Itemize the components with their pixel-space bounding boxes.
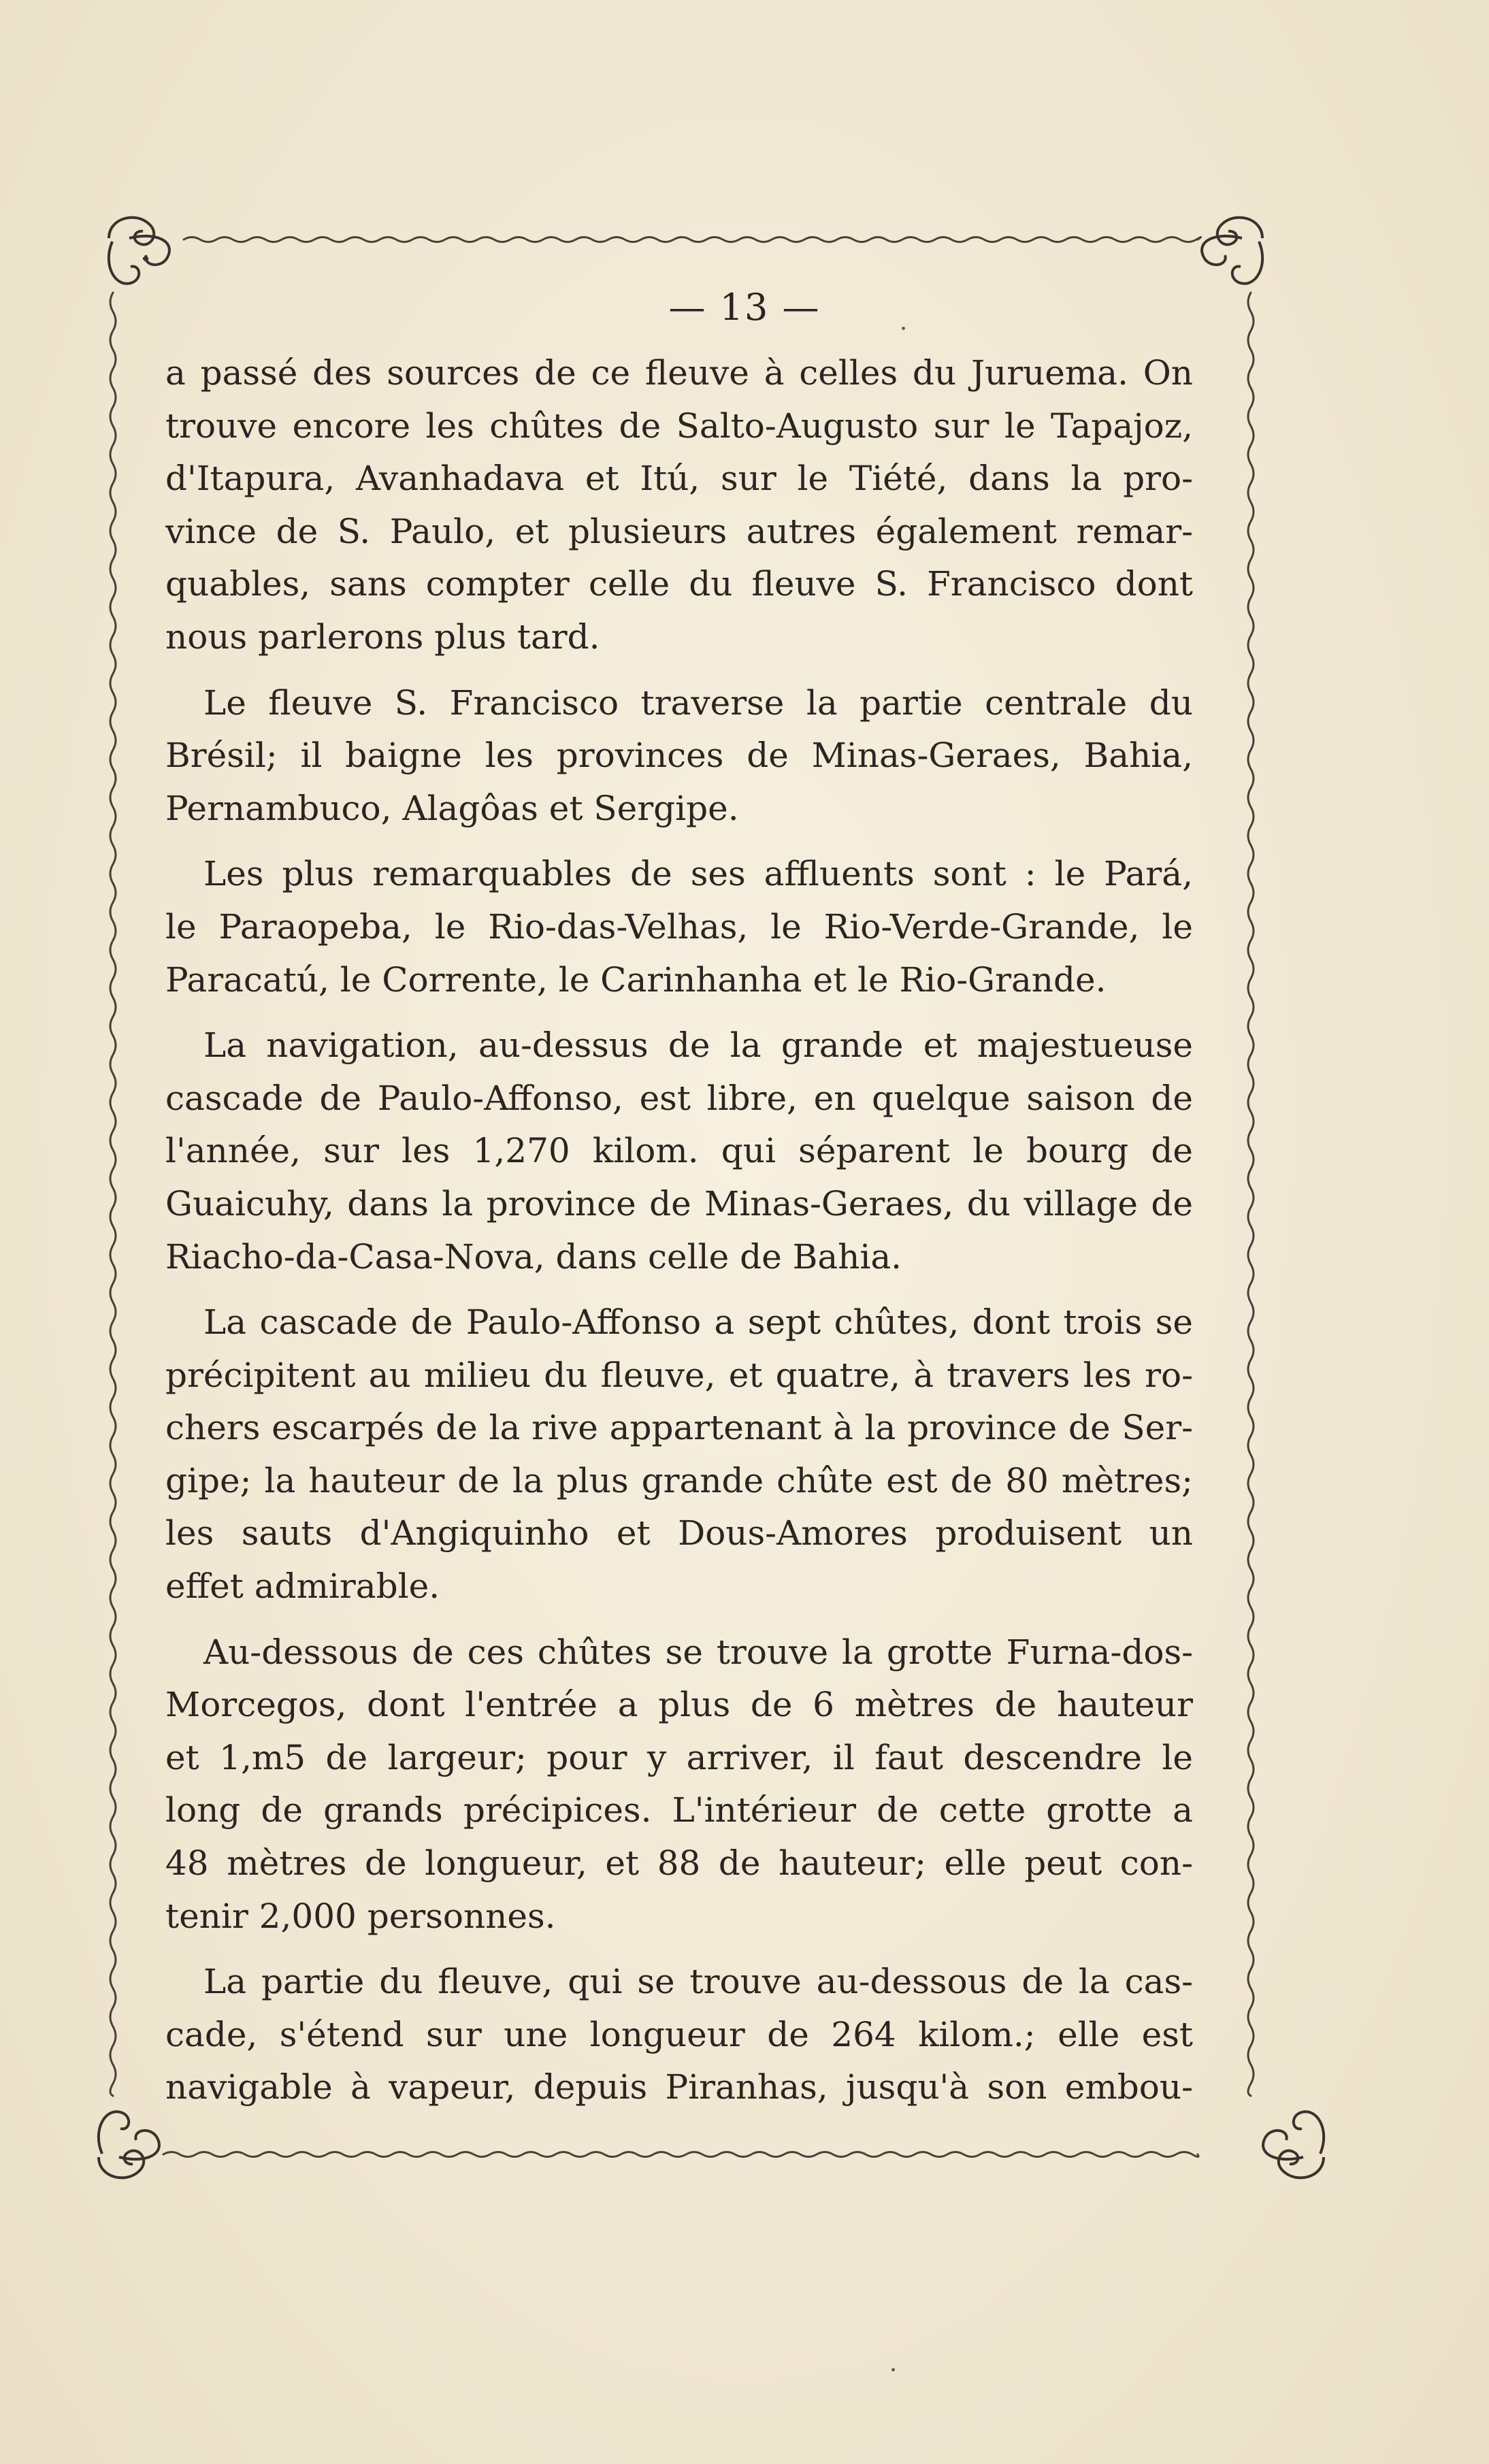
- left-border-line: [110, 293, 116, 2096]
- text-line: Paracatú, le Corrente, le Carinhanha et le Rio-Grande.: [165, 959, 1107, 1000]
- text-line: Le fleuve S. Francisco traverse la partie centrale du: [203, 683, 1193, 723]
- text-line: trouve encore les chûtes de Salto-Augusto sur le Tapajoz,: [165, 406, 1193, 446]
- text-line: cade, s'étend sur une longueur de 264 kilom.; elle est: [165, 2014, 1193, 2054]
- text-line: cascade de Paulo-Affonso, est libre, en quelque saison de: [165, 1078, 1193, 1118]
- text-line: Guaicuhy, dans la province de Minas-Geraes, du village de: [165, 1183, 1193, 1223]
- text-line: La partie du fleuve, qui se trouve au-dessous de la cas-: [203, 1962, 1193, 2002]
- paragraph: [165, 1019, 1193, 1283]
- text-line: d'Itapura, Avanhadava et Itú, sur le Tiété, dans la pro-: [165, 459, 1193, 499]
- paragraph: [165, 347, 1193, 664]
- text-line: Au-dessous de ces chûtes se trouve la grotte Furna-dos-: [203, 1632, 1193, 1672]
- page-number: — 13 —: [668, 286, 821, 329]
- text-line: les sauts d'Angiquinho et Dous-Amores produisent un: [165, 1513, 1193, 1554]
- text-line: La cascade de Paulo-Affonso a sept chûtes, dont trois se: [203, 1302, 1193, 1343]
- text-line: Pernambuco, Alagôas et Sergipe.: [165, 788, 739, 828]
- text-line: quables, sans compter celle du fleuve S. Francisco dont: [165, 564, 1193, 604]
- text-line: gipe; la hauteur de la plus grande chûte est de 80 mètres;: [165, 1460, 1193, 1500]
- text-line: et 1,m5 de largeur; pour y arriver, il faut descendre le: [165, 1737, 1193, 1777]
- paragraph: [165, 1296, 1193, 1613]
- paragraph: [165, 677, 1193, 836]
- paper-speck: [902, 327, 905, 330]
- text-line: nous parlerons plus tard.: [165, 617, 600, 657]
- paragraph: [165, 848, 1193, 1006]
- scroll-ornament-icon: [1263, 2112, 1324, 2178]
- bottom-border-line: [163, 2152, 1198, 2157]
- text-line: 48 mètres de longueur, et 88 de hauteur; elle peut con-: [165, 1843, 1193, 1884]
- text-line: précipitent au milieu du fleuve, et quatre, à travers les ro-: [165, 1355, 1193, 1395]
- text-line: a passé des sources de ce fleuve à celles du Juruema. On: [165, 353, 1193, 393]
- text-line: le Paraopeba, le Rio-das-Velhas, le Rio-Verde-Grande, le: [165, 906, 1193, 947]
- text-line: Les plus remarquables de ses affluents sont : le Pará,: [203, 854, 1193, 894]
- paragraph: [165, 1956, 1193, 2114]
- text-line: tenir 2,000 personnes.: [165, 1896, 556, 1936]
- scroll-ornament-icon: [99, 2112, 159, 2178]
- text-line: navigable à vapeur, depuis Piranhas, jusqu'à son embou-: [165, 2067, 1193, 2107]
- right-border-line: [1248, 293, 1254, 2096]
- scroll-ornament-icon: [109, 218, 169, 284]
- text-line: Brésil; il baigne les provinces de Minas-Geraes, Bahia,: [165, 736, 1193, 776]
- paragraph: [165, 1626, 1193, 1943]
- text-line: chers escarpés de la rive appartenant à la province de Ser-: [165, 1408, 1193, 1448]
- top-border-line: [184, 237, 1201, 242]
- text-line: l'année, sur les 1,270 kilom. qui séparent le bourg de: [165, 1131, 1193, 1171]
- text-line: Morcegos, dont l'entrée a plus de 6 mètres de hauteur: [165, 1685, 1193, 1725]
- text-line: effet admirable.: [165, 1566, 440, 1607]
- paper-speck: [891, 2368, 895, 2371]
- text-line: long de grands précipices. L'intérieur de cette grotte a: [165, 1790, 1193, 1830]
- scroll-ornament-icon: [1202, 218, 1262, 284]
- text-line: La navigation, au-dessus de la grande et majestueuse: [203, 1025, 1193, 1066]
- body-text: [165, 347, 1193, 2127]
- text-line: Riacho-da-Casa-Nova, dans celle de Bahia.: [165, 1236, 902, 1277]
- text-line: vince de S. Paulo, et plusieurs autres également remar-: [165, 511, 1193, 551]
